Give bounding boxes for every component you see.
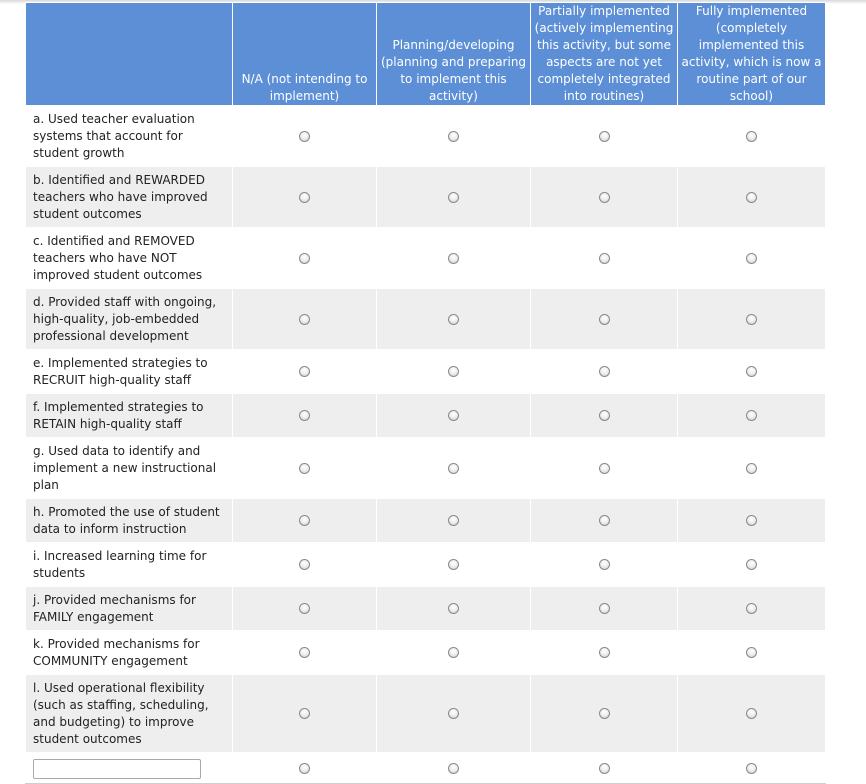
radio-button-fully[interactable] (746, 603, 757, 614)
radio-button-planning[interactable] (448, 708, 459, 719)
radio-button-na[interactable] (299, 253, 310, 264)
row-label: b. Identified and REWARDED teachers who have improved student outcomes (26, 167, 233, 228)
radio-cell-fully[interactable] (678, 394, 826, 438)
radio-button-planning[interactable] (448, 253, 459, 264)
radio-button-planning[interactable] (448, 314, 459, 325)
radio-button-fully[interactable] (746, 463, 757, 474)
radio-button-planning[interactable] (448, 603, 459, 614)
radio-cell-fully[interactable] (678, 106, 826, 167)
radio-cell-partially[interactable] (531, 631, 678, 675)
radio-button-na[interactable] (299, 515, 310, 526)
row-label: f. Implemented strategies to RETAIN high-quality staff (26, 394, 233, 438)
radio-button-na[interactable] (299, 603, 310, 614)
radio-button-na[interactable] (299, 192, 310, 203)
radio-button-fully[interactable] (746, 708, 757, 719)
radio-button-planning[interactable] (448, 763, 459, 774)
radio-button-planning[interactable] (448, 131, 459, 142)
radio-cell-planning[interactable] (377, 228, 531, 289)
radio-cell-partially[interactable] (531, 167, 678, 228)
survey-matrix-table (25, 2, 826, 784)
radio-button-planning[interactable] (448, 366, 459, 377)
radio-cell-partially[interactable] (531, 675, 678, 753)
radio-button-na[interactable] (299, 366, 310, 377)
radio-cell-na[interactable] (233, 106, 377, 167)
radio-button-partially[interactable] (599, 366, 610, 377)
radio-cell-partially[interactable] (531, 438, 678, 499)
radio-button-na[interactable] (299, 131, 310, 142)
radio-cell-planning[interactable] (377, 350, 531, 394)
radio-button-partially[interactable] (599, 647, 610, 658)
column-header-fully: Fully implemented (completely implemented this activity, which is now a routine part of our school) (678, 3, 826, 106)
radio-button-na[interactable] (299, 463, 310, 474)
radio-button-fully[interactable] (746, 131, 757, 142)
radio-cell-na[interactable] (233, 675, 377, 753)
radio-button-fully[interactable] (746, 410, 757, 421)
radio-button-partially[interactable] (599, 559, 610, 570)
other-text-input[interactable] (33, 759, 201, 779)
radio-cell-planning[interactable] (377, 675, 531, 753)
radio-button-fully[interactable] (746, 647, 757, 658)
radio-button-na[interactable] (299, 763, 310, 774)
matrix-row (26, 106, 826, 167)
column-header-partially: Partially implemented (actively implementing this activity, but some aspects are not yet completely integrated into routines) (531, 3, 678, 106)
radio-button-fully[interactable] (746, 192, 757, 203)
radio-cell-planning[interactable] (377, 289, 531, 350)
radio-cell-planning[interactable] (377, 167, 531, 228)
row-label: e. Implemented strategies to RECRUIT high-quality staff (26, 350, 233, 394)
radio-button-planning[interactable] (448, 410, 459, 421)
radio-cell-planning[interactable] (377, 543, 531, 587)
radio-cell-partially[interactable] (531, 106, 678, 167)
other-row (26, 753, 826, 784)
radio-cell-planning[interactable] (377, 499, 531, 543)
radio-button-fully[interactable] (746, 253, 757, 264)
column-header-na: N/A (not intending to implement) (233, 3, 377, 106)
radio-cell-na[interactable] (233, 394, 377, 438)
radio-cell-partially[interactable] (531, 753, 678, 784)
radio-button-partially[interactable] (599, 314, 610, 325)
radio-cell-fully[interactable] (678, 753, 826, 784)
row-label: j. Provided mechanisms for FAMILY engagement (26, 587, 233, 631)
radio-cell-partially[interactable] (531, 350, 678, 394)
matrix-row (26, 675, 826, 753)
radio-cell-partially[interactable] (531, 289, 678, 350)
radio-cell-fully[interactable] (678, 438, 826, 499)
radio-button-partially[interactable] (599, 410, 610, 421)
radio-cell-fully[interactable] (678, 543, 826, 587)
radio-button-na[interactable] (299, 410, 310, 421)
matrix-row (26, 289, 826, 350)
radio-cell-fully[interactable] (678, 631, 826, 675)
radio-button-planning[interactable] (448, 647, 459, 658)
radio-cell-planning[interactable] (377, 753, 531, 784)
radio-cell-na[interactable] (233, 499, 377, 543)
radio-cell-partially[interactable] (531, 587, 678, 631)
matrix-row (26, 167, 826, 228)
radio-cell-partially[interactable] (531, 394, 678, 438)
radio-button-na[interactable] (299, 647, 310, 658)
radio-button-partially[interactable] (599, 192, 610, 203)
radio-cell-na[interactable] (233, 167, 377, 228)
radio-cell-fully[interactable] (678, 167, 826, 228)
header-row (26, 3, 826, 106)
radio-cell-planning[interactable] (377, 106, 531, 167)
radio-cell-na[interactable] (233, 438, 377, 499)
radio-cell-fully[interactable] (678, 675, 826, 753)
radio-button-partially[interactable] (599, 515, 610, 526)
radio-cell-partially[interactable] (531, 228, 678, 289)
row-label: l. Used operational flexibility (such as staffing, scheduling, and budgeting) to improve student outcomes (26, 675, 233, 753)
row-label: d. Provided staff with ongoing, high-quality, job-embedded professional development (26, 289, 233, 350)
radio-cell-na[interactable] (233, 350, 377, 394)
radio-button-fully[interactable] (746, 366, 757, 377)
radio-button-na[interactable] (299, 314, 310, 325)
radio-cell-fully[interactable] (678, 228, 826, 289)
other-label-cell (26, 753, 233, 784)
matrix-row (26, 587, 826, 631)
radio-button-partially[interactable] (599, 463, 610, 474)
matrix-row (26, 350, 826, 394)
radio-cell-planning[interactable] (377, 394, 531, 438)
radio-button-planning[interactable] (448, 463, 459, 474)
radio-cell-na[interactable] (233, 289, 377, 350)
row-label: g. Used data to identify and implement a new instructional plan (26, 438, 233, 499)
radio-button-partially[interactable] (599, 131, 610, 142)
row-label: h. Promoted the use of student data to inform instruction (26, 499, 233, 543)
matrix-row (26, 394, 826, 438)
matrix-row (26, 228, 826, 289)
radio-button-planning[interactable] (448, 192, 459, 203)
radio-cell-fully[interactable] (678, 289, 826, 350)
matrix-row (26, 543, 826, 587)
matrix-row (26, 499, 826, 543)
radio-cell-planning[interactable] (377, 587, 531, 631)
radio-cell-partially[interactable] (531, 543, 678, 587)
radio-cell-planning[interactable] (377, 631, 531, 675)
radio-button-partially[interactable] (599, 603, 610, 614)
row-label: a. Used teacher evaluation systems that account for student growth (26, 106, 233, 167)
radio-cell-planning[interactable] (377, 438, 531, 499)
radio-button-fully[interactable] (746, 515, 757, 526)
header-corner (26, 3, 233, 106)
radio-button-fully[interactable] (746, 559, 757, 570)
radio-button-planning[interactable] (448, 515, 459, 526)
radio-button-na[interactable] (299, 708, 310, 719)
radio-cell-partially[interactable] (531, 499, 678, 543)
column-header-planning: Planning/developing (planning and preparing to implement this activity) (377, 3, 531, 106)
radio-cell-na[interactable] (233, 631, 377, 675)
radio-button-partially[interactable] (599, 253, 610, 264)
radio-button-na[interactable] (299, 559, 310, 570)
radio-button-fully[interactable] (746, 763, 757, 774)
radio-cell-na[interactable] (233, 228, 377, 289)
radio-cell-na[interactable] (233, 587, 377, 631)
row-label: c. Identified and REMOVED teachers who have NOT improved student outcomes (26, 228, 233, 289)
radio-cell-fully[interactable] (678, 350, 826, 394)
radio-cell-na[interactable] (233, 543, 377, 587)
radio-button-partially[interactable] (599, 708, 610, 719)
radio-cell-na[interactable] (233, 753, 377, 784)
radio-cell-fully[interactable] (678, 587, 826, 631)
matrix-row (26, 631, 826, 675)
radio-button-partially[interactable] (599, 763, 610, 774)
radio-cell-fully[interactable] (678, 499, 826, 543)
matrix-row (26, 438, 826, 499)
row-label: k. Provided mechanisms for COMMUNITY engagement (26, 631, 233, 675)
radio-button-fully[interactable] (746, 314, 757, 325)
matrix-body (26, 106, 826, 784)
row-label: i. Increased learning time for students (26, 543, 233, 587)
radio-button-planning[interactable] (448, 559, 459, 570)
